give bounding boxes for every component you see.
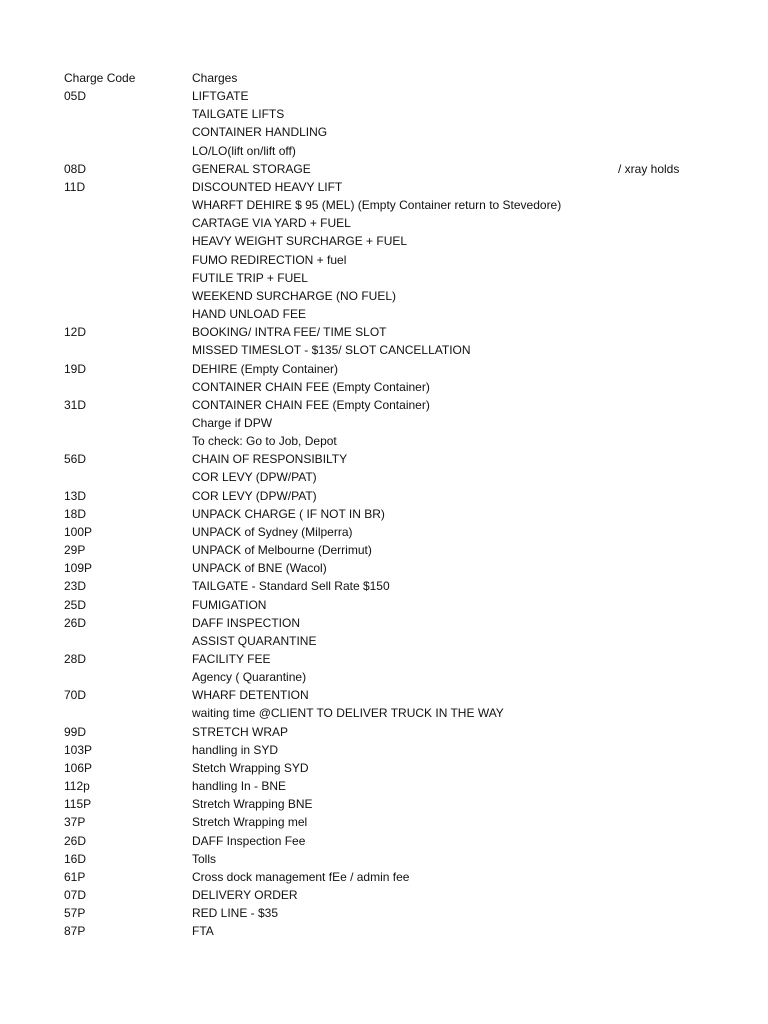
- charge-description-cell: handling in SYD: [192, 742, 279, 757]
- charge-description-cell: UNPACK of Melbourne (Derrimut): [192, 543, 372, 558]
- charge-description-cell: DEHIRE (Empty Container): [192, 361, 339, 376]
- charge-description-cell: Stetch Wrapping SYD: [192, 760, 309, 775]
- charge-code-cell: 87P: [64, 924, 86, 939]
- charge-code-cell: 12D: [64, 325, 87, 340]
- charge-code-cell: 115P: [64, 797, 92, 812]
- charge-description-cell: DAFF INSPECTION: [192, 615, 301, 630]
- charge-row: [0, 650, 768, 668]
- charge-row: [0, 487, 768, 505]
- charge-description-cell: LO/LO(lift on/lift off): [192, 143, 296, 158]
- charge-description-cell: Stretch Wrapping mel: [192, 815, 308, 830]
- charge-code-cell: 16D: [64, 851, 87, 866]
- charge-code-cell: 07D: [64, 888, 87, 903]
- charge-row: [0, 777, 768, 795]
- charge-row: [0, 704, 768, 722]
- charge-code-cell: 56D: [64, 452, 87, 467]
- charge-row: [0, 614, 768, 632]
- charge-description-cell: COR LEVY (DPW/PAT): [192, 470, 317, 485]
- charge-row: [0, 596, 768, 614]
- charge-row: [0, 632, 768, 650]
- charge-code-cell: 99D: [64, 724, 87, 739]
- charge-row: [0, 123, 768, 141]
- charge-description-cell: BOOKING/ INTRA FEE/ TIME SLOT: [192, 325, 387, 340]
- charge-code-sheet: [0, 69, 768, 941]
- charge-description-cell: UNPACK of BNE (Wacol): [192, 561, 327, 576]
- charge-code-cell: 70D: [64, 688, 87, 703]
- charge-description-cell: Charge if DPW: [192, 415, 273, 430]
- charge-description-cell: Cross dock management fEe / admin fee: [192, 869, 410, 884]
- charge-code-cell: 37P: [64, 815, 86, 830]
- charge-description-cell: UNPACK CHARGE ( IF NOT IN BR): [192, 506, 385, 521]
- charge-row: [0, 577, 768, 595]
- charge-description-cell: WHARFT DEHIRE $ 95 (MEL) (Empty Container return to Stevedore): [192, 198, 562, 213]
- charge-row: [0, 142, 768, 160]
- charge-row: [0, 378, 768, 396]
- charge-description-cell: TAILGATE LIFTS: [192, 107, 285, 122]
- charge-description-cell: handling In - BNE: [192, 779, 287, 794]
- charge-row: [0, 178, 768, 196]
- charge-row: [0, 686, 768, 704]
- charge-code-cell: 26D: [64, 833, 87, 848]
- charge-row: [0, 868, 768, 886]
- charge-row: [0, 813, 768, 831]
- charge-row: [0, 832, 768, 850]
- charge-code-cell: 18D: [64, 506, 87, 521]
- charge-description-cell: FUTILE TRIP + FUEL: [192, 270, 308, 285]
- charge-description-cell: Agency ( Quarantine): [192, 670, 307, 685]
- charge-description-cell: FUMIGATION: [192, 597, 267, 612]
- charge-description-cell: HAND UNLOAD FEE: [192, 307, 307, 322]
- charge-row: [0, 668, 768, 686]
- charge-code-cell: 26D: [64, 615, 87, 630]
- charge-code-cell: 05D: [64, 89, 87, 104]
- charge-row: [0, 160, 768, 178]
- charge-description-cell: CONTAINER CHAIN FEE (Empty Container): [192, 397, 430, 412]
- charge-description-cell: DELIVERY ORDER: [192, 888, 298, 903]
- charge-code-cell: 08D: [64, 161, 87, 176]
- charge-row: [0, 886, 768, 904]
- charge-row: [0, 723, 768, 741]
- charge-code-cell: 61P: [64, 869, 86, 884]
- charge-row: [0, 341, 768, 359]
- charge-code-cell: 31D: [64, 397, 87, 412]
- charge-row: [0, 251, 768, 269]
- charge-description-cell: To check: Go to Job, Depot: [192, 434, 337, 449]
- charge-description-cell: FTA: [192, 924, 214, 939]
- charge-description-cell: CONTAINER CHAIN FEE (Empty Container): [192, 379, 430, 394]
- charge-code-header: Charge Code: [64, 71, 136, 85]
- charge-description-cell: FUMO REDIRECTION + fuel: [192, 252, 347, 267]
- charge-code-cell: 13D: [64, 488, 87, 503]
- charge-row: [0, 214, 768, 232]
- charge-description-cell: GENERAL STORAGE: [192, 161, 311, 176]
- header-row: [0, 69, 768, 87]
- charge-description-cell: FACILITY FEE: [192, 652, 271, 666]
- charge-note-cell: / xray holds: [618, 161, 680, 176]
- charge-code-cell: 25D: [64, 597, 87, 612]
- charge-description-cell: TAILGATE - Standard Sell Rate $150: [192, 579, 390, 594]
- charge-row: [0, 414, 768, 432]
- charge-code-cell: 112p: [64, 779, 90, 794]
- charge-code-cell: 29P: [64, 543, 86, 558]
- charge-description-cell: waiting time @CLIENT TO DELIVER TRUCK IN THE WAY: [192, 706, 504, 721]
- charge-code-cell: 57P: [64, 906, 86, 921]
- charge-description-cell: HEAVY WEIGHT SURCHARGE + FUEL: [192, 234, 408, 249]
- charge-row: [0, 432, 768, 450]
- charge-row: [0, 450, 768, 468]
- charge-description-cell: Stretch Wrapping BNE: [192, 797, 313, 812]
- charge-row: [0, 323, 768, 341]
- charge-row: [0, 468, 768, 486]
- charge-row: [0, 795, 768, 813]
- charge-description-cell: STRETCH WRAP: [192, 724, 288, 739]
- charge-row: [0, 922, 768, 940]
- charge-code-cell: 103P: [64, 742, 93, 757]
- charge-row: [0, 850, 768, 868]
- charge-row: [0, 196, 768, 214]
- charge-code-cell: 28D: [64, 652, 87, 666]
- charge-row: [0, 505, 768, 523]
- charge-row: [0, 759, 768, 777]
- charge-description-cell: LIFTGATE: [192, 89, 249, 104]
- charge-description-cell: UNPACK of Sydney (Milperra): [192, 524, 353, 539]
- charge-row: [0, 232, 768, 250]
- charge-description-cell: ASSIST QUARANTINE: [192, 633, 317, 648]
- charge-code-cell: 19D: [64, 361, 87, 376]
- charge-rows: [0, 87, 768, 940]
- charge-code-cell: 109P: [64, 561, 93, 576]
- charge-row: [0, 904, 768, 922]
- charge-row: [0, 541, 768, 559]
- charge-code-cell: 11D: [64, 179, 86, 194]
- charge-row: [0, 559, 768, 577]
- charge-description-cell: Tolls: [192, 851, 217, 866]
- charge-row: [0, 269, 768, 287]
- charge-row: [0, 741, 768, 759]
- charge-description-cell: MISSED TIMESLOT - $135/ SLOT CANCELLATION: [192, 343, 471, 358]
- charge-description-cell: DAFF Inspection Fee: [192, 833, 306, 848]
- charge-row: [0, 396, 768, 414]
- charge-code-cell: 23D: [64, 579, 87, 594]
- charge-description-cell: WHARF DETENTION: [192, 688, 309, 703]
- charge-description-cell: CONTAINER HANDLING: [192, 125, 328, 140]
- charge-row: [0, 305, 768, 323]
- charge-row: [0, 105, 768, 123]
- charge-row: [0, 523, 768, 541]
- charge-row: [0, 287, 768, 305]
- charges-header: Charges: [192, 71, 238, 85]
- charge-description-cell: COR LEVY (DPW/PAT): [192, 488, 317, 503]
- charge-description-cell: CHAIN OF RESPONSIBILTY: [192, 452, 348, 467]
- charge-description-cell: DISCOUNTED HEAVY LIFT: [192, 179, 343, 194]
- charge-code-cell: 106P: [64, 760, 93, 775]
- charge-description-cell: WEEKEND SURCHARGE (NO FUEL): [192, 288, 397, 303]
- charge-row: [0, 87, 768, 105]
- charge-code-cell: 100P: [64, 524, 93, 539]
- charge-description-cell: CARTAGE VIA YARD + FUEL: [192, 216, 351, 231]
- charge-description-cell: RED LINE - $35: [192, 906, 279, 921]
- charge-row: [0, 360, 768, 378]
